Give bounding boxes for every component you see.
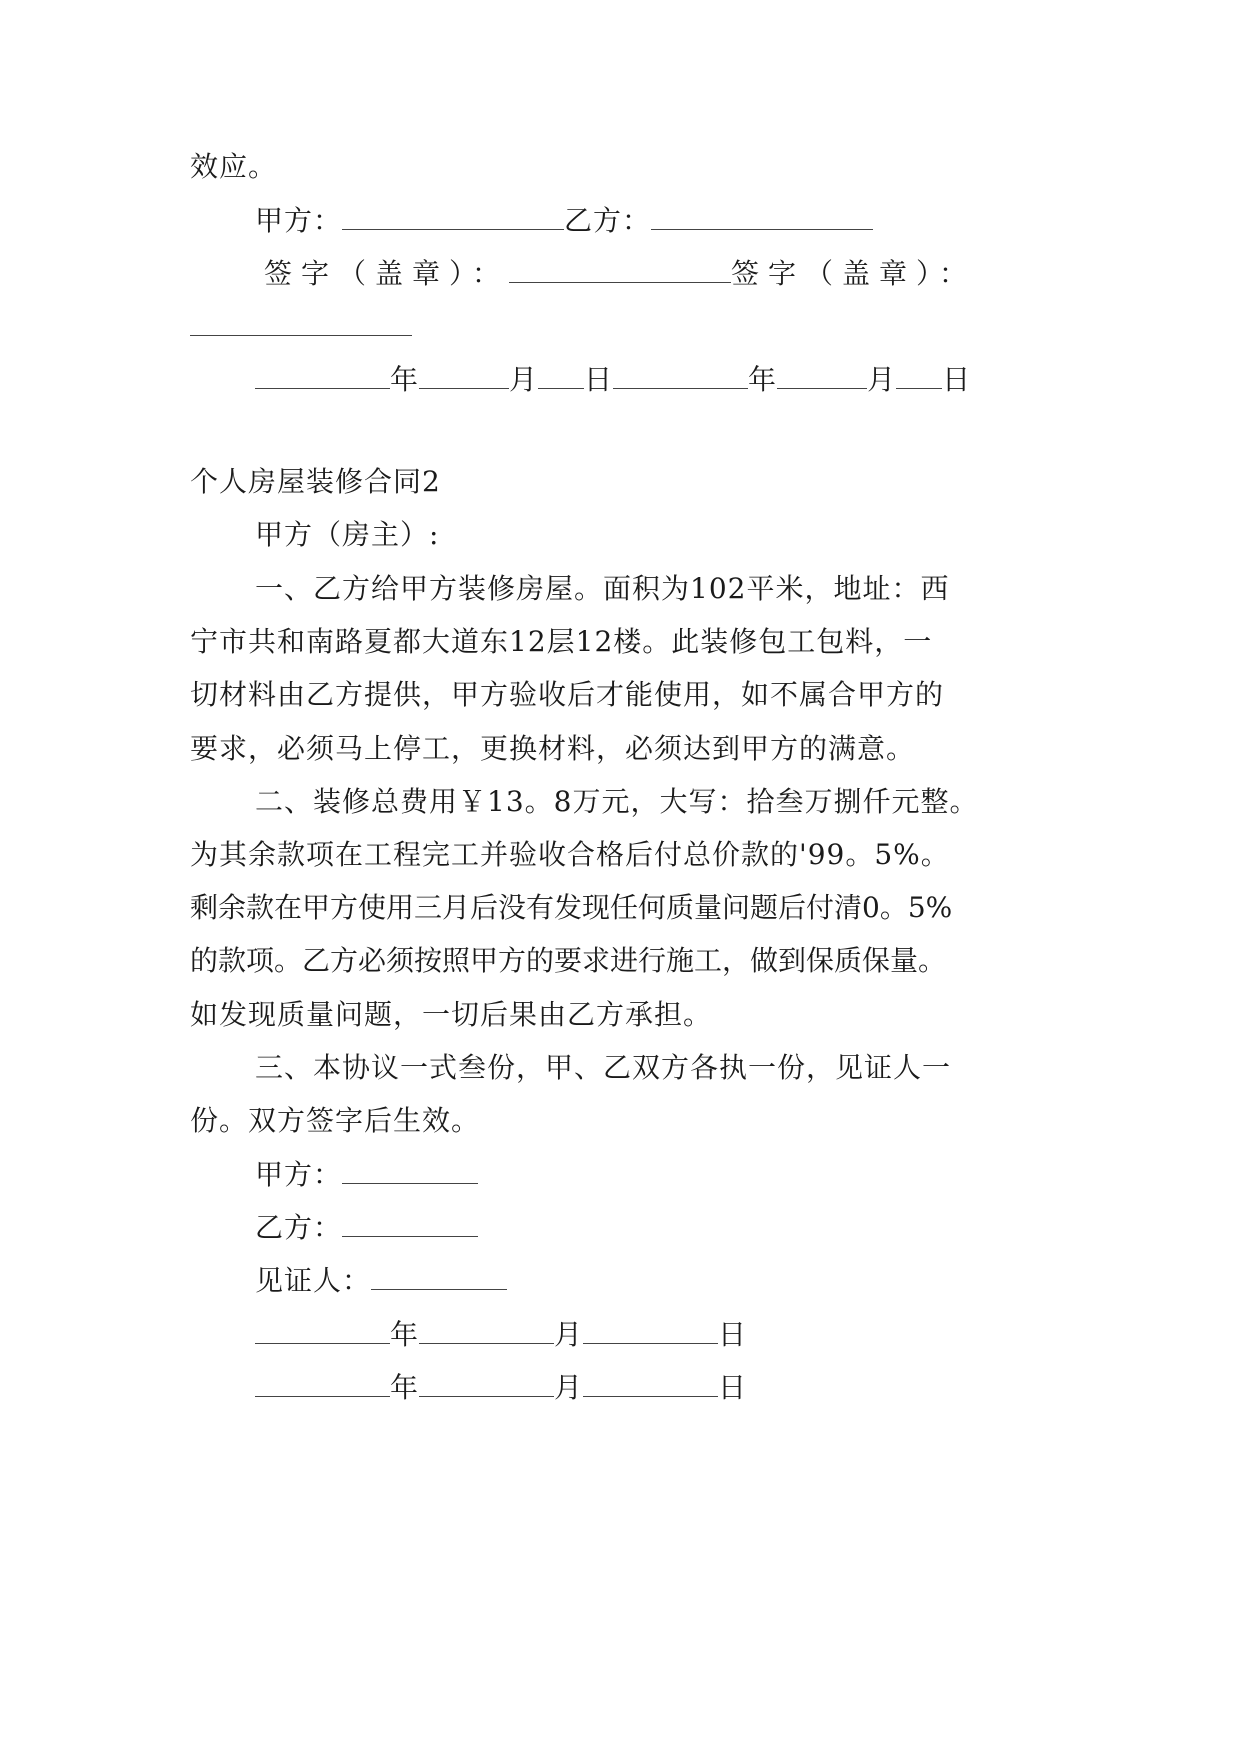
party-a-owner-line	[255, 515, 1060, 555]
contract-title	[190, 462, 1060, 502]
clause1-text: 宁市共和南路夏都大道东12层12楼。此装修包工包料，一	[190, 625, 933, 658]
clause1-text: 切材料由乙方提供，甲方验收后才能使用，如不属合甲方的	[190, 678, 945, 711]
sign-a-blank	[509, 256, 731, 283]
party-a-label: 甲方：	[255, 204, 343, 237]
party-a-blank	[342, 203, 564, 230]
month-label-1: 月	[509, 363, 539, 396]
party-b-label-2: 乙方：	[255, 1211, 343, 1244]
year-blank	[255, 1370, 390, 1397]
contract-title-text: 个人房屋装修合同2	[190, 465, 441, 498]
clause1-text: 要求，必须马上停工，更换材料，必须达到甲方的满意。	[190, 732, 916, 765]
sign-b-blank	[190, 309, 412, 336]
witness-sign-line	[255, 1261, 1060, 1301]
clause2-text: 剩余款在甲方使用三月后没有发现任何质量问题后付清0。5%	[190, 891, 953, 924]
party-b-blank-2	[342, 1210, 478, 1237]
clause3-line	[255, 1048, 1060, 1088]
day-blank	[583, 1317, 718, 1344]
party-b-blank	[651, 203, 873, 230]
day-label-2: 日	[942, 363, 972, 396]
month-label-2: 月	[867, 363, 897, 396]
clause2-text: 如发现质量问题，一切后果由乙方承担。	[190, 998, 713, 1031]
party-a-owner-label: 甲方（房主）:	[255, 518, 440, 551]
month-label: 月	[554, 1318, 584, 1351]
clause2-text: 的款项。乙方必须按照甲方的要求进行施工，做到保质保量。	[190, 944, 947, 977]
year-label: 年	[390, 1371, 420, 1404]
clause2-line	[190, 995, 1060, 1035]
day-label: 日	[718, 1318, 748, 1351]
clause2-line	[190, 888, 1060, 928]
day-label-1: 日	[584, 363, 614, 396]
party-a-label-2: 甲方：	[255, 1158, 343, 1191]
date-line-double	[255, 360, 1060, 400]
party-signature-line	[255, 201, 1060, 241]
clause1-line	[190, 729, 1060, 769]
witness-label: 见证人：	[255, 1264, 372, 1297]
clause1-line	[190, 622, 1060, 662]
clause2-text: 二、装修总费用￥13。8万元，大写：拾叁万捌仟元整。	[255, 785, 979, 818]
year-blank-2	[613, 362, 748, 389]
party-b-sign-line	[255, 1208, 1060, 1248]
clause2-line	[190, 941, 1060, 981]
clause2-text: 为其余款项在工程完工并验收合格后付总价款的'99。5%。	[190, 838, 950, 871]
year-label-1: 年	[390, 363, 420, 396]
month-blank	[419, 1370, 554, 1397]
clause2-line	[190, 835, 1060, 875]
year-blank-1	[255, 362, 390, 389]
day-blank	[583, 1370, 718, 1397]
party-a-blank-2	[342, 1157, 478, 1184]
sign-b-blank-line	[190, 307, 1060, 347]
clause3-line	[190, 1101, 1060, 1141]
day-blank-2	[896, 362, 942, 389]
clause3-text: 三、本协议一式叁份，甲、乙双方各执一份，见证人一	[255, 1051, 952, 1084]
day-blank-1	[538, 362, 584, 389]
clause1-line	[190, 675, 1060, 715]
year-blank	[255, 1317, 390, 1344]
day-label: 日	[718, 1371, 748, 1404]
paragraph-ending	[190, 147, 1060, 187]
month-label: 月	[554, 1371, 584, 1404]
month-blank	[419, 1317, 554, 1344]
party-b-label: 乙方：	[564, 204, 652, 237]
seal-signature-line	[264, 254, 1069, 294]
ending-text: 效应。	[190, 150, 278, 183]
sign-a-label: 签字（盖章）：	[264, 257, 510, 290]
year-label-2: 年	[748, 363, 778, 396]
clause1-line	[255, 569, 1060, 609]
date-line	[255, 1368, 1060, 1408]
date-line	[255, 1315, 1060, 1355]
month-blank-1	[419, 362, 509, 389]
year-label: 年	[390, 1318, 420, 1351]
witness-blank	[371, 1263, 507, 1290]
clause3-text: 份。双方签字后生效。	[190, 1104, 481, 1137]
clause1-text: 一、乙方给甲方装修房屋。面积为102平米，地址：西	[255, 572, 950, 605]
clause2-line	[255, 782, 1060, 822]
sign-b-label: 签字（盖章）：	[731, 257, 977, 290]
party-a-sign-line	[255, 1155, 1060, 1195]
month-blank-2	[777, 362, 867, 389]
